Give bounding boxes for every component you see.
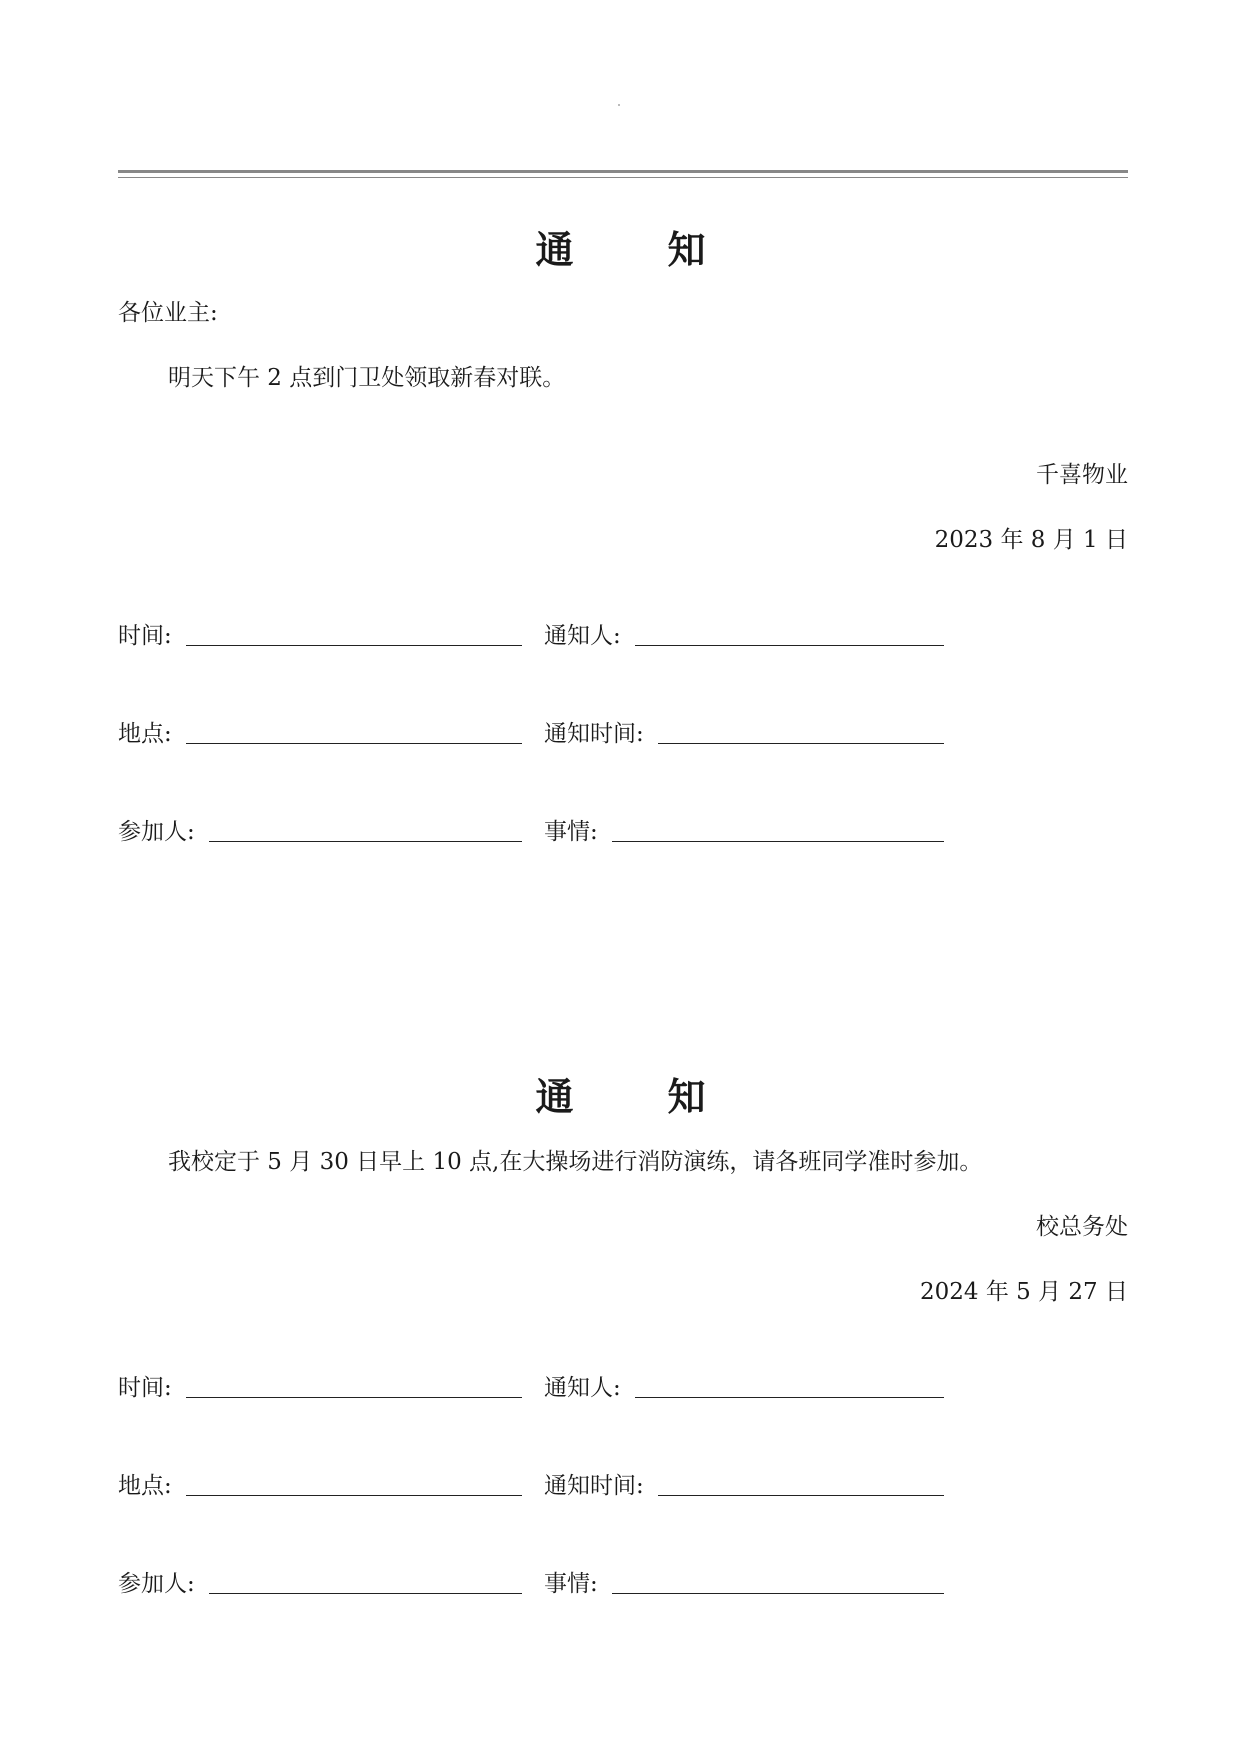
notice1-sender: 千喜物业 bbox=[1036, 462, 1128, 488]
notice1-notifier-label: 通知人: bbox=[544, 623, 621, 649]
notice2-time-blank[interactable] bbox=[186, 1397, 522, 1398]
notice1-notify-time-field[interactable] bbox=[544, 718, 944, 750]
notice2-title: 通 知 bbox=[535, 1074, 734, 1119]
notice2-matter-blank[interactable] bbox=[612, 1593, 944, 1594]
notice1-participants-field[interactable] bbox=[118, 816, 522, 848]
notice2-sender: 校总务处 bbox=[1036, 1214, 1128, 1240]
header-rule-thin bbox=[118, 177, 1128, 178]
notice2-time-field[interactable] bbox=[118, 1372, 522, 1404]
header-mark bbox=[618, 104, 620, 106]
notice1-date: 2023 年 8 月 1 日 bbox=[934, 527, 1128, 553]
notice2-time-label: 时间: bbox=[118, 1375, 172, 1401]
notice1-time-field[interactable] bbox=[118, 620, 522, 652]
notice1-notify-time-label: 通知时间: bbox=[544, 721, 644, 747]
notice2-matter-label: 事情: bbox=[544, 1571, 598, 1597]
notice1-place-blank[interactable] bbox=[186, 743, 522, 744]
notice2-body: 我校定于 5 月 30 日早上 10 点,在大操场进行消防演练，请各班同学准时参加。 bbox=[168, 1149, 983, 1175]
notice1-participants-label: 参加人: bbox=[118, 819, 195, 845]
notice1-title: 通 知 bbox=[535, 227, 734, 272]
notice2-participants-blank[interactable] bbox=[209, 1593, 522, 1594]
notice2-notify-time-label: 通知时间: bbox=[544, 1473, 644, 1499]
notice2-participants-label: 参加人: bbox=[118, 1571, 195, 1597]
notice2-matter-field[interactable] bbox=[544, 1568, 944, 1600]
notice1-body: 明天下午 2 点到门卫处领取新春对联。 bbox=[168, 365, 566, 391]
notice1-participants-blank[interactable] bbox=[209, 841, 522, 842]
notice1-place-field[interactable] bbox=[118, 718, 522, 750]
notice2-place-field[interactable] bbox=[118, 1470, 522, 1502]
notice2-notify-time-blank[interactable] bbox=[658, 1495, 944, 1496]
notice2-place-blank[interactable] bbox=[186, 1495, 522, 1496]
notice1-place-label: 地点: bbox=[118, 721, 172, 747]
notice2-participants-field[interactable] bbox=[118, 1568, 522, 1600]
notice1-matter-blank[interactable] bbox=[612, 841, 944, 842]
notice2-notifier-field[interactable] bbox=[544, 1372, 944, 1404]
notice1-notifier-field[interactable] bbox=[544, 620, 944, 652]
notice2-date: 2024 年 5 月 27 日 bbox=[920, 1279, 1128, 1305]
notice2-notifier-label: 通知人: bbox=[544, 1375, 621, 1401]
header-rule-thick bbox=[118, 170, 1128, 173]
notice2-notifier-blank[interactable] bbox=[635, 1397, 944, 1398]
notice2-notify-time-field[interactable] bbox=[544, 1470, 944, 1502]
notice1-matter-field[interactable] bbox=[544, 816, 944, 848]
notice2-place-label: 地点: bbox=[118, 1473, 172, 1499]
notice1-notify-time-blank[interactable] bbox=[658, 743, 944, 744]
notice1-time-blank[interactable] bbox=[186, 645, 522, 646]
notice1-time-label: 时间: bbox=[118, 623, 172, 649]
notice1-notifier-blank[interactable] bbox=[635, 645, 944, 646]
notice1-salutation: 各位业主: bbox=[118, 300, 218, 326]
notice1-matter-label: 事情: bbox=[544, 819, 598, 845]
